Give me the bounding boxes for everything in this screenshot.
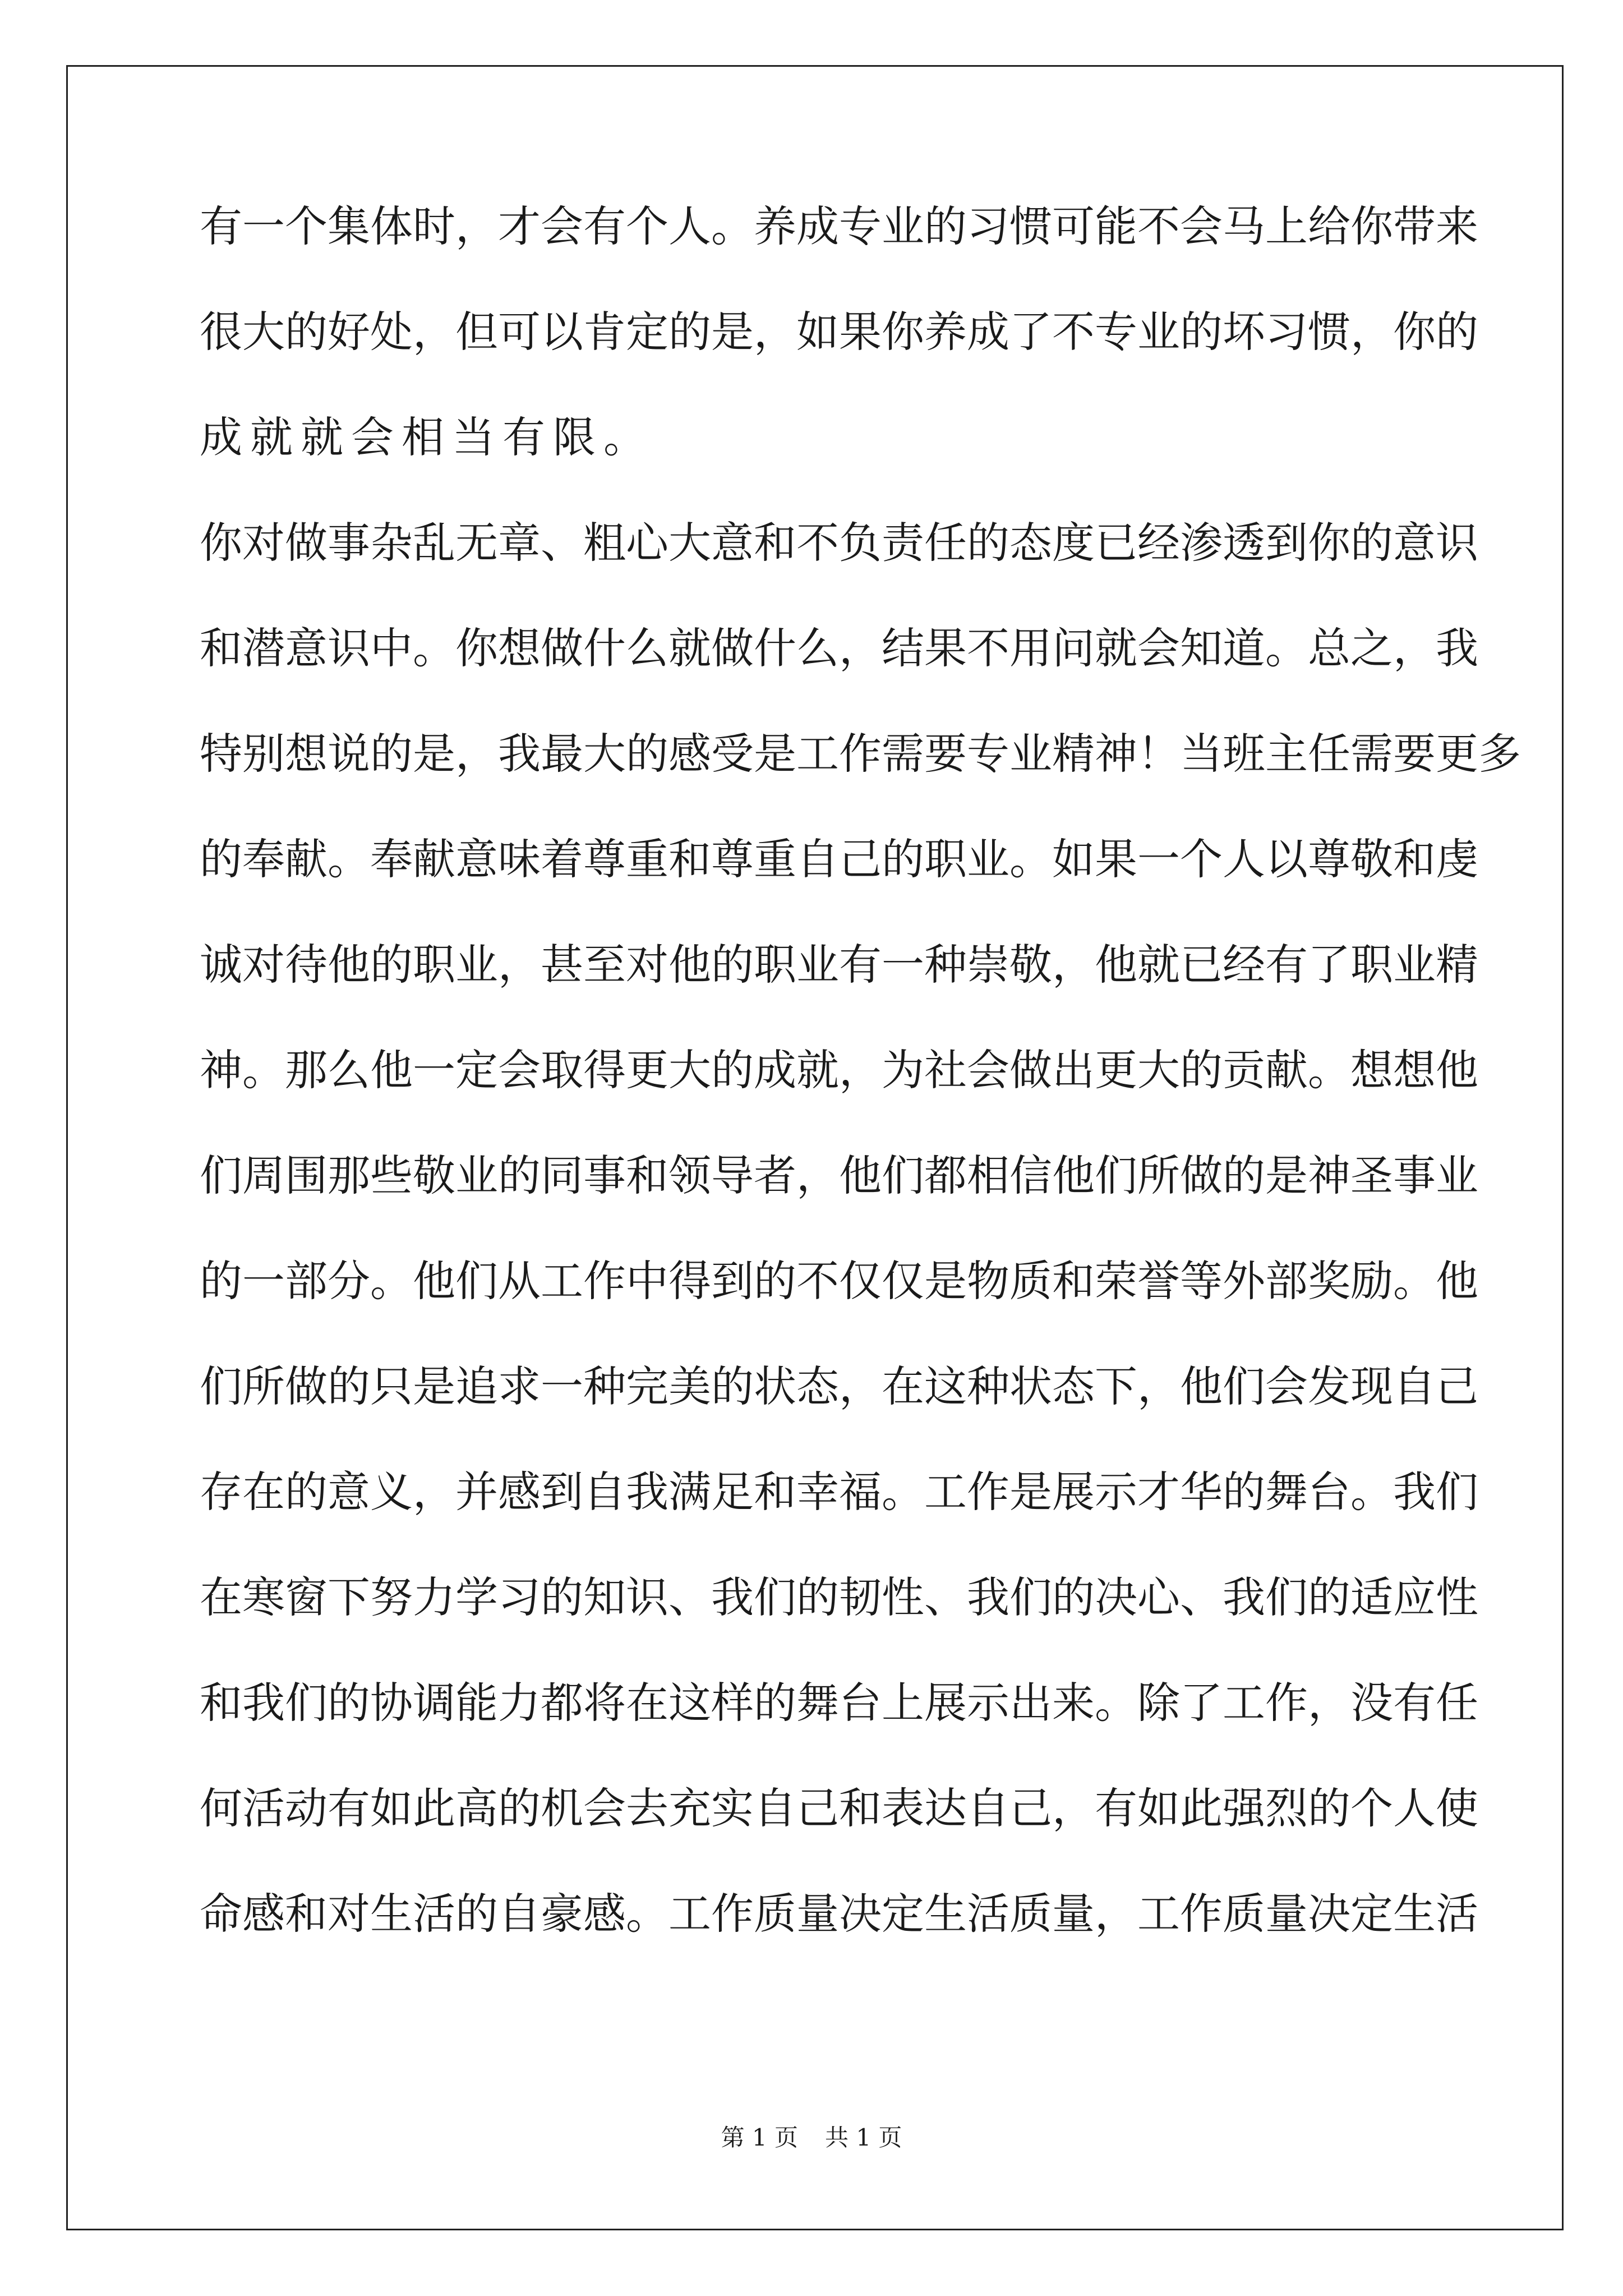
- text-line: 的 奉 献 。 奉 献 意 味 着 尊 重 和 尊 重 自 己 的 职 业 。 如 果 一 个 人 以 尊 敬 和 虔: [200, 834, 1478, 884]
- text-line: 和 我 们 的 协 调 能 力 都 将 在 这 样 的 舞 台 上 展 示 出 来 。 除 了 工 作 ， 没 有 任: [200, 1678, 1478, 1728]
- page-total: 共 1 页: [825, 2124, 902, 2151]
- text-line: 的 一 部 分 。 他 们 从 工 作 中 得 到 的 不 仅 仅 是 物 质 和 荣 誉 等 外 部 奖 励 。 他: [200, 1256, 1478, 1306]
- text-line: 有 一 个 集 体 时 ， 才 会 有 个 人 。 养 成 专 业 的 习 惯 可 能 不 会 马 上 给 你 带 来: [200, 201, 1478, 251]
- text-line: 们 所 做 的 只 是 追 求 一 种 完 美 的 状 态 ， 在 这 种 状 态 下 ， 他 们 会 发 现 自 己: [200, 1361, 1478, 1411]
- page-footer: [0, 2119, 1623, 2153]
- text-line: 你 对 做 事 杂 乱 无 章 、 粗 心 大 意 和 不 负 责 任 的 态 度 已 经 渗 透 到 你 的 意 识: [200, 518, 1478, 568]
- text-line: 成就就会相当有限。: [200, 412, 654, 462]
- text-line: 在 寒 窗 下 努 力 学 习 的 知 识 、 我 们 的 韧 性 、 我 们 的 决 心 、 我 们 的 适 应 性: [200, 1572, 1478, 1622]
- page-number: 第 1 页: [721, 2124, 798, 2151]
- text-line: 和 潜 意 识 中 。 你 想 做 什 么 就 做 什 么 ， 结 果 不 用 问 就 会 知 道 。 总 之 ， 我: [200, 623, 1478, 673]
- text-line: 存 在 的 意 义 ， 并 感 到 自 我 满 足 和 幸 福 。 工 作 是 展 示 才 华 的 舞 台 。 我 们: [200, 1467, 1478, 1517]
- text-line: 神 。 那 么 他 一 定 会 取 得 更 大 的 成 就 ， 为 社 会 做 出 更 大 的 贡 献 。 想 想 他: [200, 1045, 1478, 1095]
- text-line: 命 感 和 对 生 活 的 自 豪 感 。 工 作 质 量 决 定 生 活 质 量 ， 工 作 质 量 决 定 生 活: [200, 1889, 1478, 1939]
- document-body: [200, 201, 1521, 1998]
- text-line: 何 活 动 有 如 此 高 的 机 会 去 充 实 自 己 和 表 达 自 己 ， 有 如 此 强 烈 的 个 人 使: [200, 1783, 1478, 1833]
- text-line: 诚 对 待 他 的 职 业 ， 甚 至 对 他 的 职 业 有 一 种 崇 敬 ， 他 就 已 经 有 了 职 业 精: [200, 940, 1478, 990]
- text-line: 特 别 想 说 的 是 ， 我 最 大 的 感 受 是 工 作 需 要 专 业 精 神 ！ 当 班 主 任 需 要 更 多: [200, 729, 1521, 779]
- text-line: 们 周 围 那 些 敬 业 的 同 事 和 领 导 者 ， 他 们 都 相 信 他 们 所 做 的 是 神 圣 事 业: [200, 1151, 1478, 1200]
- text-line: 很 大 的 好 处 ， 但 可 以 肯 定 的 是 ， 如 果 你 养 成 了 不 专 业 的 坏 习 惯 ， 你 的: [200, 307, 1478, 357]
